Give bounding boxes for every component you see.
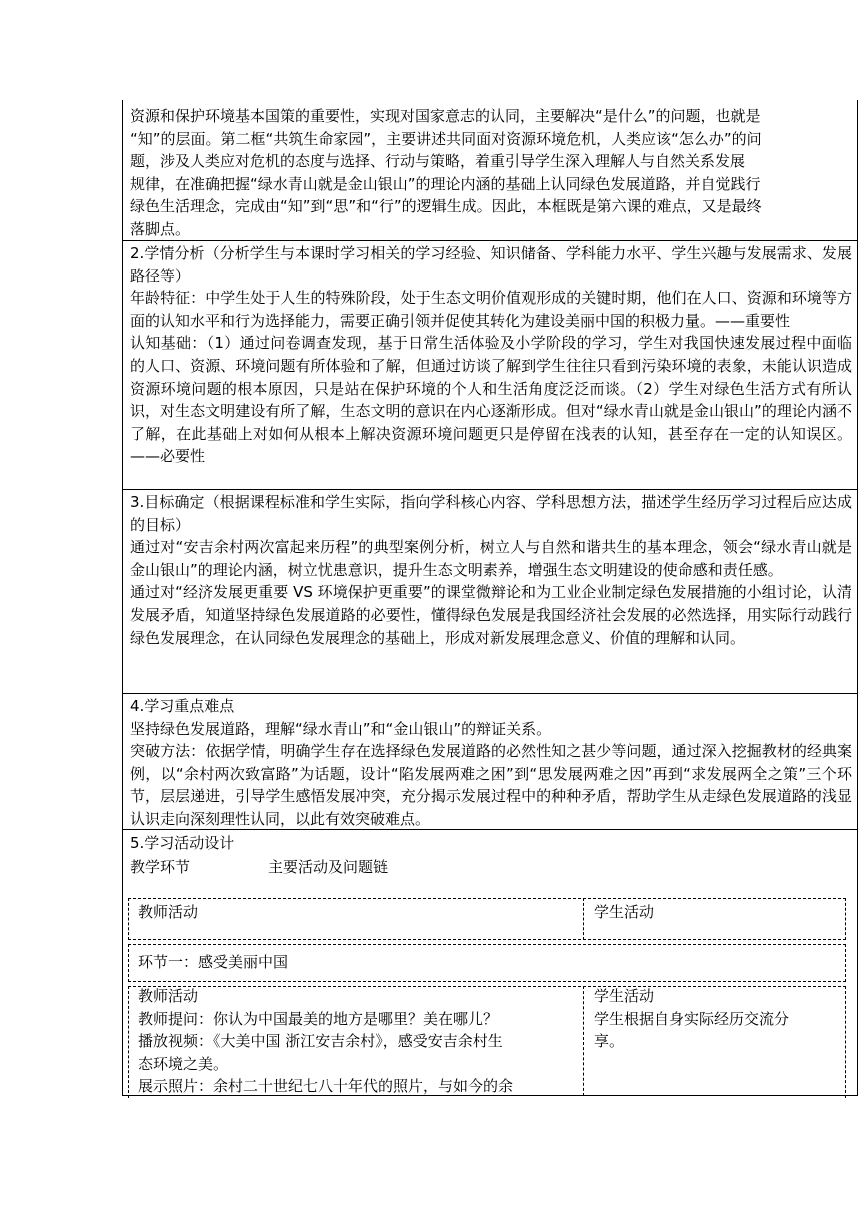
text-line: 绿色生活理念，完成由“知”到“思”和“行”的逻辑生成。因此，本框既是第六课的难点，又是最终 — [130, 197, 762, 216]
text-line: 教师活动 — [138, 987, 199, 1005]
section-1-text — [122, 105, 858, 241]
paragraph: 通过对“经济发展更重要 VS 环境保护更重要”的课堂微辩论和为工业企业制定绿色发展措施的小组讨论，认清发展矛盾，知道坚持绿色发展道路的必要性，懂得绿色发展是我国经济社会发展的必然选择，用实际行动践行绿色发展理念，在认同绿色发展理念的基础上，形成对新发展理念意义、价值的理解和认同。 — [130, 583, 852, 647]
text-line: 教师提问：你认为中国最美的地方是哪里？美在哪儿？ — [138, 1009, 499, 1028]
stage-one-activities-divider — [583, 986, 584, 1096]
text-line: 学生活动 — [594, 987, 655, 1005]
text-line: 态环境之美。 — [138, 1054, 229, 1073]
column-header-activities: 主要活动及问题链 — [268, 858, 389, 876]
section-2-learner-analysis — [122, 242, 858, 468]
paragraph: 认知基础：（1）通过问卷调查发现，基于日常生活体验及小学阶段的学习，学生对我国快速发展过程中面临的人口、资源、环境问题有所体验和了解，但通过访谈了解到学生往往只看到污染环境的表象，未能认识造成资源环境问题的根本原因，只是站在保护环境的个人和生活角度泛泛而谈。（2）学生对绿色生活方式有所认识，对生态文明建设有所了解，生态文明的意识在内心逐渐形成。但对“绿水青山就是金山银山”的理论内涵不了解，在此基础上对如何从根本上解决资源环境问题更只是停留在浅表的认知，甚至存在一定的认知误区。——必要性 — [130, 334, 852, 466]
student-activity-label: 学生活动 — [594, 903, 655, 921]
row-divider — [122, 693, 858, 694]
paragraph: 突破方法：依据学情，明确学生存在选择绿色发展道路的必然性知之甚少等问题，通过深入挖掘教材的经典案例，以“余村两次致富路”为话题，设计“陷发展两难之困”到“思发展两难之因”再到“求发展两全之策”三个环节，层层递进，引导学生感悟发展冲突，充分揭示发展过程中的种种矛盾，帮助学生从走绿色发展道路的浅显认识走向深刻理性认同，以此有效突破难点。 — [130, 742, 852, 828]
text-line: 播放视频：《大美中国 浙江安吉余村》，感受安吉余村生 — [138, 1032, 503, 1051]
paragraph: 通过对“安吉余村两次富起来历程”的典型案例分析，树立人与自然和谐共生的基本理念，领会“绿水青山就是金山银山”的理论内涵，树立忧患意识，提升生态文明素养，增强生态文明建设的使命感和责任感。 — [130, 538, 852, 579]
text-line: 展示照片：余村二十世纪七八十年代的照片，与如今的余 — [138, 1077, 514, 1096]
paragraph: 坚持绿色发展道路，理解“绿水青山”和“金山银山”的辩证关系。 — [130, 719, 552, 738]
row-divider — [122, 829, 858, 830]
student-activities-text — [594, 985, 839, 1053]
paragraph: 年龄特征：中学生处于人生的特殊阶段，处于生态文明价值观形成的关键时期，他们在人口、资源和环境等方面的认知水平和行为选择能力，需要正确引领并促使其转化为建设美丽中国的积极力量。——重要性 — [130, 289, 852, 330]
row-divider — [122, 240, 858, 241]
text-line: 享。 — [594, 1032, 625, 1051]
section-3-objectives — [122, 491, 858, 649]
text-line: 落脚点。 — [130, 219, 191, 238]
section-heading: 2.学情分析（分析学生与本课时学习相关的学习经验、知识储备、学科能力水平、学生兴趣与发展需求、发展路径等） — [130, 244, 852, 285]
section-5-activity-design — [122, 832, 858, 855]
text-line: 题，涉及人类应对危机的态度与选择、行动与策略，着重引导学生深入理解人与自然关系发展 — [130, 152, 746, 171]
text-line: 资源和保护环境基本国策的重要性，实现对国家意志的认同，主要解决“是什么”的问题，也就是 — [130, 107, 761, 125]
text-line: “知”的层面。第二框“共筑生命家园”，主要讲述共同面对资源环境危机，人类应该“怎么办”的问 — [130, 129, 762, 148]
stage-one-title: 环节一：感受美丽中国 — [138, 953, 289, 971]
row-divider — [122, 489, 858, 490]
text-line: 规律，在准确把握“绿水青山就是金山银山”的理论内涵的基础上认同绿色发展道路，并自觉践行 — [130, 174, 761, 193]
teacher-activities-text — [138, 985, 578, 1098]
section-heading: 3.目标确定（根据课程标准和学生实际，指向学科核心内容、学科思想方法，描述学生经历学习过程后应达成的目标） — [130, 493, 852, 534]
activity-header-box — [128, 898, 846, 940]
activity-header-divider — [583, 898, 584, 940]
teacher-activity-label: 教师活动 — [138, 903, 199, 921]
text-line: 学生根据自身实际经历交流分 — [594, 1009, 790, 1028]
section-heading: 5.学习活动设计 — [130, 834, 235, 852]
column-header-stage: 教学环节 — [130, 858, 191, 876]
section-4-key-points — [122, 695, 858, 831]
section-heading: 4.学习重点难点 — [130, 697, 235, 715]
